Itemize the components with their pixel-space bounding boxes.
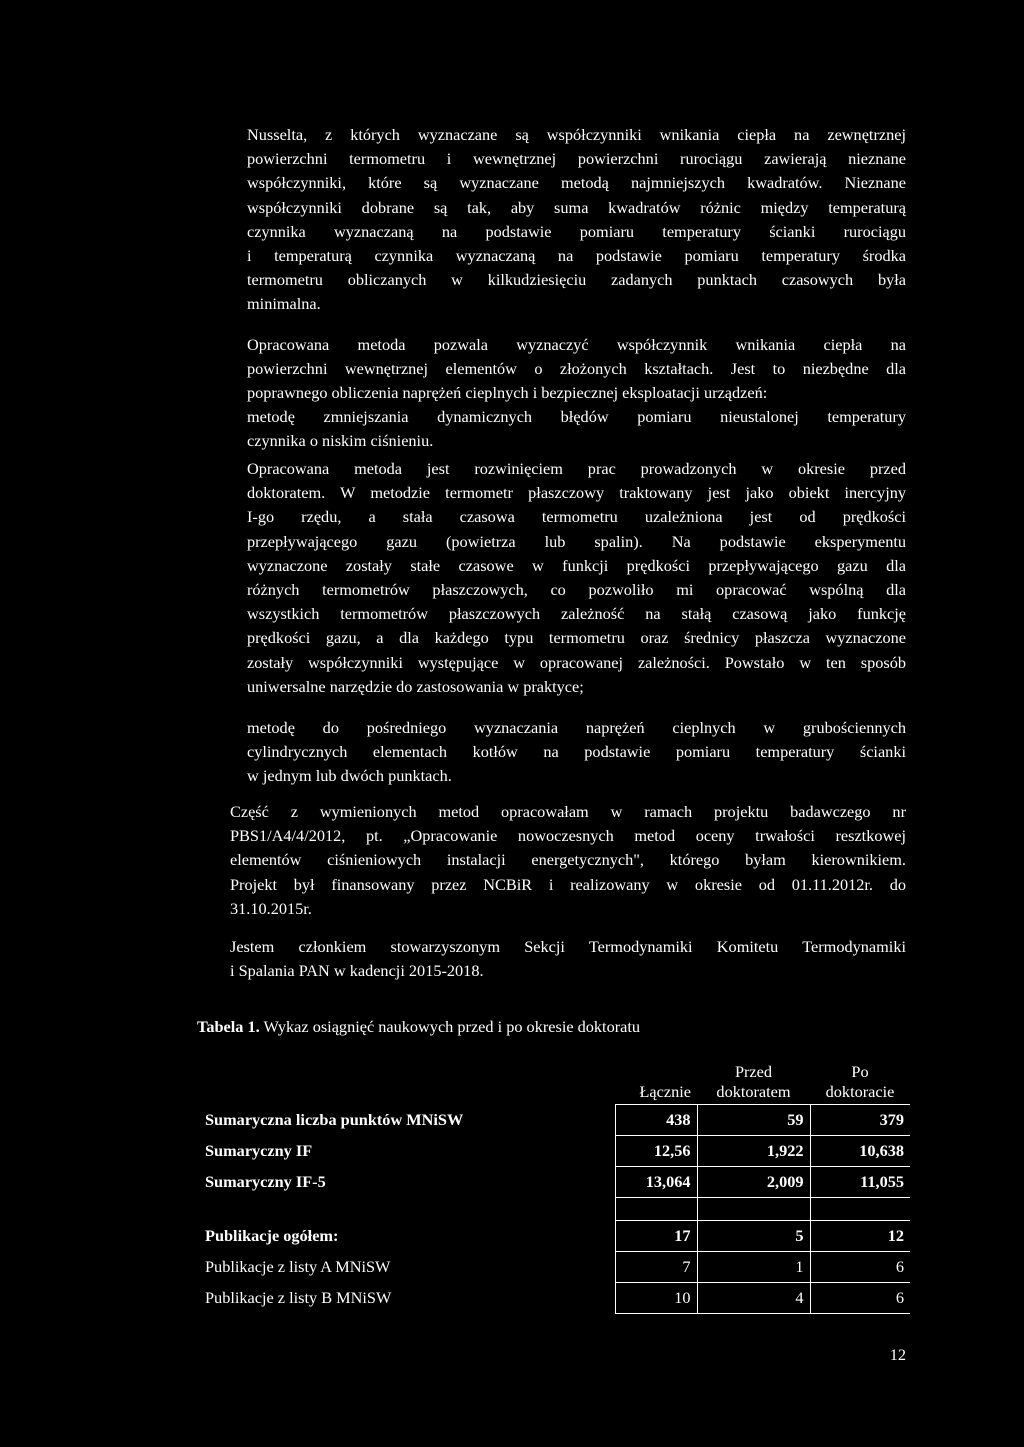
list-item-indirect-stress-method	[247, 716, 906, 789]
cell-after: 10,638	[810, 1136, 910, 1167]
text-line: współczynniki dobrane są tak, aby suma kwadratów różnic między temperaturą	[247, 197, 906, 217]
text-line: powierzchni wewnętrznej elementów o złożonych kształtach. Jest to niezbędne dla	[247, 359, 906, 379]
cell-before: 1	[697, 1252, 810, 1283]
text-line: różnych termometrów płaszczowych, co pozwoliło mi opracować wspólną dla	[247, 580, 906, 600]
text-line: w jednym lub dwóch punktach.	[247, 766, 452, 786]
table-row	[197, 1252, 910, 1283]
paragraph-committee-membership	[230, 935, 906, 983]
text-line: czynnika o niskim ciśnieniu.	[247, 431, 434, 451]
cell-after: 11,055	[810, 1167, 910, 1198]
cell-after: 379	[810, 1105, 910, 1136]
paragraph-nusselt-method	[247, 123, 906, 317]
cell-after	[810, 1198, 910, 1221]
cell-total: 438	[615, 1105, 697, 1136]
text-line: Jestem członkiem stowarzyszonym Sekcji Termodynamiki Komitetu Termodynamiki	[230, 937, 906, 956]
text-line: poprawnego obliczenia naprężeń cieplnych i bezpiecznej eksploatacji urządzeń:	[247, 383, 768, 403]
header-before: Przed doktoratem	[697, 1056, 810, 1105]
text-line: i temperaturą czynnika wyznaczaną na podstawie pomiaru temperatury środka	[247, 246, 906, 266]
list-item-dynamic-error-method	[247, 405, 906, 453]
text-line: wszystkich termometrów płaszczowych zależność na stałą czasową jako funkcję	[247, 604, 906, 624]
cell-before: 59	[697, 1105, 810, 1136]
table-row	[197, 1221, 910, 1252]
text-line: uniwersalne narzędzie do zastosowania w praktyce;	[247, 676, 584, 696]
cell-before: 2,009	[697, 1167, 810, 1198]
text-line: minimalna.	[247, 294, 321, 314]
cell-total	[615, 1198, 697, 1221]
text-line: i Spalania PAN w kadencji 2015-2018.	[230, 961, 484, 981]
cell-after: 6	[810, 1252, 910, 1283]
text-line: I-go rzędu, a stała czasowa termometru uzależniona jest od prędkości	[247, 507, 906, 527]
table-caption	[197, 1016, 640, 1038]
text-line: doktoratem. W metodzie termometr płaszczowy traktowany jest jako obiekt inercyjny	[247, 483, 906, 503]
cell-before: 5	[697, 1221, 810, 1252]
paragraph-method-note	[247, 333, 906, 406]
header-total: Łącznie	[615, 1056, 697, 1105]
page-number: 12	[889, 1345, 906, 1364]
cell-total: 7	[615, 1252, 697, 1283]
text-line: termometru obliczanych w kilkudziesięciu zadanych punktach czasowych była	[247, 270, 906, 290]
cell-total: 13,064	[615, 1167, 697, 1198]
table-row	[197, 1198, 910, 1221]
text-line: współczynniki, które są wyznaczane metodą najmniejszych kwadratów. Nieznane	[247, 173, 906, 193]
cell-before: 4	[697, 1283, 810, 1314]
text-line: cylindrycznych elementach kotłów na podstawie pomiaru temperatury ścianki	[247, 742, 906, 762]
cell-after: 6	[810, 1283, 910, 1314]
table-row	[197, 1105, 910, 1136]
text-line: czynnika wyznaczaną na podstawie pomiaru temperatury ścianki rurociągu	[247, 221, 906, 241]
table-row	[197, 1136, 910, 1167]
text-line: Część z wymienionych metod opracowałam w ramach projektu badawczego nr	[230, 802, 906, 821]
header-label	[197, 1056, 615, 1105]
row-label: Publikacje z listy B MNiSW	[205, 1288, 392, 1307]
text-line: zostały współczynniki występujące w opracowanej zależności. Powstało w ten sposób	[247, 652, 906, 672]
row-label: Sumaryczna liczba punktów MNiSW	[205, 1110, 464, 1129]
table-caption-label: Tabela 1.	[197, 1017, 260, 1036]
row-label: Publikacje ogółem:	[205, 1226, 339, 1245]
table-row	[197, 1283, 910, 1314]
text-line: prędkości gazu, a dla każdego typu termometru oraz średnicy płaszcza wyznaczone	[247, 628, 906, 648]
text-line: przepływającego gazu (powietrza lub spalin). Na podstawie eksperymentu	[247, 531, 906, 551]
cell-total: 12,56	[615, 1136, 697, 1167]
text-line: Opracowana metoda jest rozwinięciem prac prowadzonych w okresie przed	[247, 459, 906, 478]
text-line: Opracowana metoda pozwala wyznaczyć współczynnik wnikania ciepła na	[247, 335, 906, 354]
text-line: metodę zmniejszania dynamicznych błędów pomiaru nieustalonej temperatury	[247, 407, 906, 426]
text-line: Projekt był finansowany przez NCBiR i realizowany w okresie od 01.11.2012r. do	[230, 874, 906, 894]
row-label: Sumaryczny IF	[205, 1141, 313, 1160]
row-label: Sumaryczny IF-5	[205, 1172, 326, 1191]
text-line: powierzchni termometru i wewnętrznej powierzchni rurociągu zawierają nieznane	[247, 149, 906, 169]
cell-after: 12	[810, 1221, 910, 1252]
row-label: Publikacje z listy A MNiSW	[205, 1257, 391, 1276]
table-row	[197, 1167, 910, 1198]
achievements-table	[197, 1056, 910, 1314]
table-caption-text: Wykaz osiągnięć naukowych przed i po okresie doktoratu	[259, 1017, 641, 1036]
header-after: Po doktoracie	[810, 1056, 910, 1105]
text-line: PBS1/A4/4/2012, pt. „Opracowanie nowoczesnych metod oceny trwałości resztkowej	[230, 826, 906, 846]
row-label	[197, 1198, 615, 1221]
text-line: wyznaczone zostały stałe czasowe w funkcji prędkości przepływającego gazu dla	[247, 555, 906, 575]
cell-total: 17	[615, 1221, 697, 1252]
paragraph-research-project	[230, 800, 906, 921]
text-line: Nusselta, z których wyznaczane są współczynniki wnikania ciepła na zewnętrznej	[247, 125, 906, 144]
cell-total: 10	[615, 1283, 697, 1314]
table-header-row	[197, 1056, 910, 1105]
paragraph-dynamic-method-description	[247, 457, 906, 699]
text-line: elementów ciśnieniowych instalacji energetycznych", którego byłam kierownikiem.	[230, 850, 906, 870]
cell-before: 1,922	[697, 1136, 810, 1167]
text-line: 31.10.2015r.	[230, 898, 312, 918]
cell-before	[697, 1198, 810, 1221]
text-line: metodę do pośredniego wyznaczania naprężeń cieplnych w grubościennych	[247, 718, 906, 737]
